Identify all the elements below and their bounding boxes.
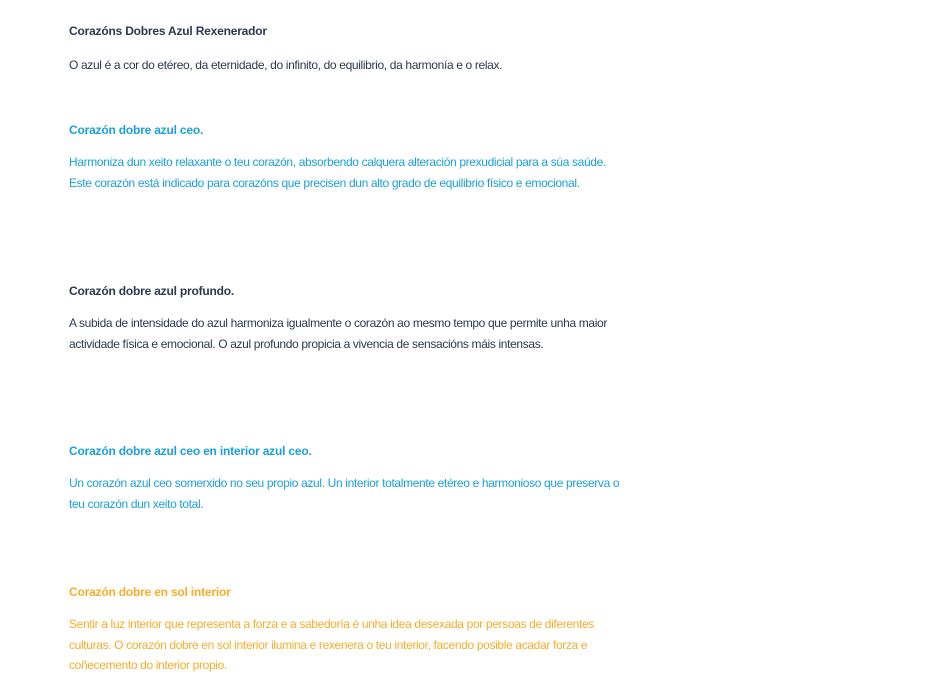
section-deep-blue bbox=[69, 284, 629, 354]
section-heading: Corazón dobre azul ceo en interior azul ceo. bbox=[69, 444, 312, 458]
section-body: Un corazón azul ceo somerxido no seu propio azul. Un interior totalmente etéreo e harmonioso que preserva o teu corazón dun xeito total. bbox=[69, 476, 620, 511]
document-title: Corazóns Dobres Azul Rexenerador bbox=[69, 24, 267, 38]
section-heading: Corazón dobre en sol interior bbox=[69, 585, 231, 599]
section-body: Sentir a luz interior que representa a forza e a sabedoría é unha idea desexada por persoas de diferentes culturas. O corazón dobre en sol interior ilumina e rexenera o teu interior, facendo posible acadar forza e coñecemento do interior propio. bbox=[69, 617, 594, 672]
section-body: Harmoniza dun xeito relaxante o teu corazón, absorbendo calquera alteración prexudicial para a súa saúde. Este corazón está indicado para corazóns que precisen dun alto grado de equilibrio físico e emocional. bbox=[69, 155, 606, 190]
document-intro: O azul é a cor do etéreo, da eternidade, do infinito, do equilibrio, da harmonía e o relax. bbox=[69, 58, 503, 72]
section-sky-blue bbox=[69, 123, 629, 193]
section-sun-interior bbox=[69, 585, 629, 676]
section-body: A subida de intensidade do azul harmoniza igualmente o corazón ao mesmo tempo que permite unha maior actividade física e emocional. O azul profundo propicia a vivencia de sensacións máis intensas. bbox=[69, 316, 608, 351]
section-sky-blue-interior bbox=[69, 444, 629, 514]
section-heading: Corazón dobre azul ceo. bbox=[69, 123, 204, 137]
section-heading: Corazón dobre azul profundo. bbox=[69, 284, 235, 298]
